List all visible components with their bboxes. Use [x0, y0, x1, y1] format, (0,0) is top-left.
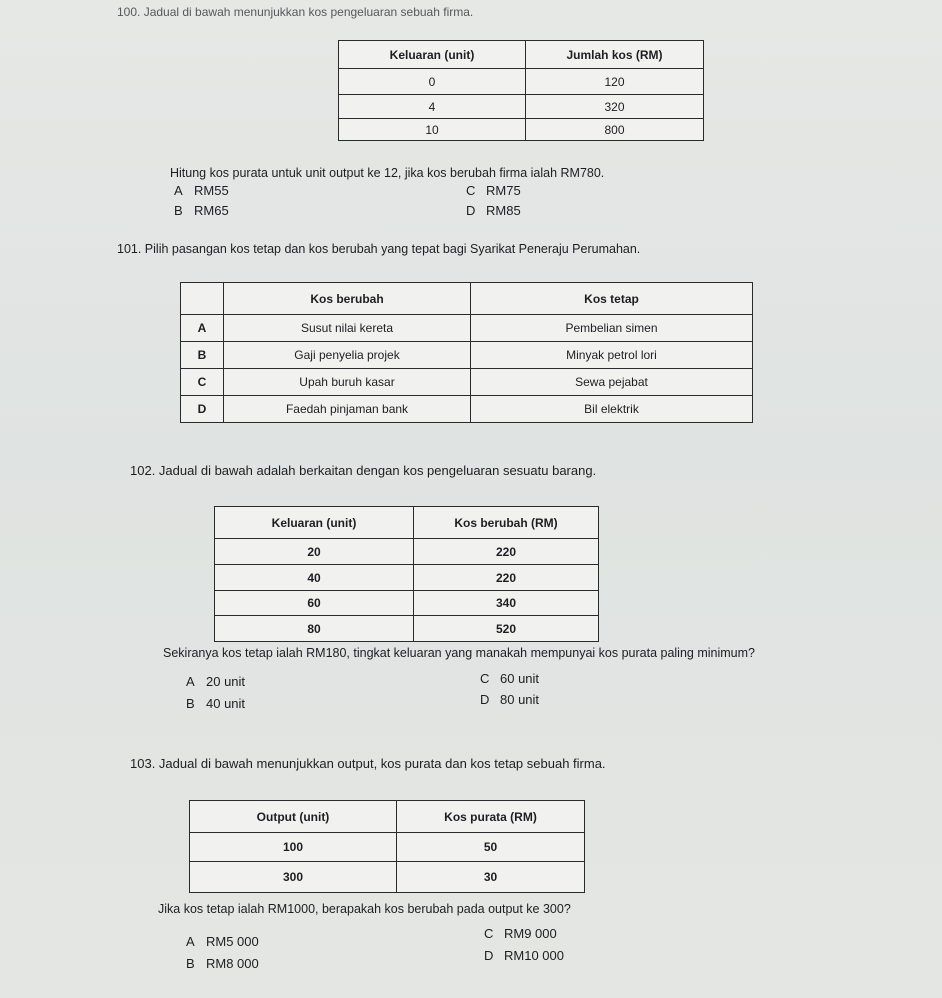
table-row — [190, 833, 585, 862]
q103-option-c[interactable] — [484, 926, 557, 941]
q100-header-cost: Jumlah kos (RM) — [526, 41, 704, 69]
q100-option-d[interactable] — [466, 203, 521, 218]
option-letter: D — [466, 203, 476, 218]
q101-cell: Bil elektrik — [471, 396, 753, 423]
q102-cell: 20 — [215, 539, 414, 565]
table-row — [339, 95, 704, 119]
option-letter: A — [174, 183, 183, 198]
q101-table — [180, 282, 753, 423]
option-text: 60 unit — [500, 671, 540, 686]
option-text: RM85 — [486, 203, 521, 218]
q101-prompt: 101. Pilih pasangan kos tetap dan kos berubah yang tepat bagi Syarikat Peneraju Perumahan. — [117, 242, 641, 256]
q100-cell: 320 — [526, 95, 704, 119]
q101-cell: Sewa pejabat — [471, 369, 753, 396]
q103-table — [189, 800, 585, 893]
table-row — [181, 369, 753, 396]
option-text: RM5 000 — [206, 934, 259, 949]
q102-option-d[interactable] — [480, 692, 539, 707]
option-letter: A — [186, 934, 195, 949]
table-row — [215, 616, 599, 642]
option-letter: D — [480, 692, 490, 707]
q103-question: Jika kos tetap ialah RM1000, berapakah kos berubah pada output ke 300? — [158, 902, 571, 916]
q101-cell: Pembelian simen — [471, 315, 753, 342]
table-row — [181, 396, 753, 423]
q101-cell: Faedah pinjaman bank — [224, 396, 471, 423]
q103-header-output: Output (unit) — [190, 801, 397, 833]
option-text: 20 unit — [206, 674, 246, 689]
table-row — [215, 539, 599, 565]
q102-cell: 220 — [414, 539, 599, 565]
option-text: RM8 000 — [206, 956, 259, 971]
table-row — [181, 315, 753, 342]
q103-cell: 300 — [190, 862, 397, 893]
q100-cell: 0 — [339, 69, 526, 95]
q101-row-letter: C — [181, 369, 224, 396]
q102-option-b[interactable] — [186, 696, 245, 711]
option-letter: B — [186, 956, 195, 971]
q101-header-fixed: Kos tetap — [471, 283, 753, 315]
q100-question: Hitung kos purata untuk unit output ke 12, jika kos berubah firma ialah RM780. — [170, 166, 605, 180]
q102-option-a[interactable] — [186, 674, 245, 689]
option-letter: B — [174, 203, 183, 218]
q103-option-b[interactable] — [186, 956, 259, 971]
q102-cell: 340 — [414, 591, 599, 616]
q101-row-letter: D — [181, 396, 224, 423]
q100-cell: 120 — [526, 69, 704, 95]
q102-cell: 220 — [414, 565, 599, 591]
table-row — [181, 342, 753, 369]
option-text: 80 unit — [500, 692, 540, 707]
option-letter: C — [480, 671, 490, 686]
q103-cell: 30 — [397, 862, 585, 893]
q100-option-b[interactable] — [174, 203, 229, 218]
table-row — [215, 565, 599, 591]
q100-prompt: 100. Jadual di bawah menunjukkan kos pengeluaran sebuah firma. — [117, 5, 474, 19]
q102-cell: 60 — [215, 591, 414, 616]
q102-cell: 40 — [215, 565, 414, 591]
q102-option-c[interactable] — [480, 671, 539, 686]
q101-cell: Minyak petrol lori — [471, 342, 753, 369]
q100-header-output: Keluaran (unit) — [339, 41, 526, 69]
q102-header-variable-cost: Kos berubah (RM) — [414, 507, 599, 539]
q102-header-output: Keluaran (unit) — [215, 507, 414, 539]
option-letter: A — [186, 674, 195, 689]
table-row — [339, 119, 704, 141]
q103-option-a[interactable] — [186, 934, 259, 949]
table-row — [339, 69, 704, 95]
q102-cell: 520 — [414, 616, 599, 642]
q102-prompt: 102. Jadual di bawah adalah berkaitan dengan kos pengeluaran sesuatu barang. — [130, 463, 597, 478]
q102-table — [214, 506, 599, 642]
q101-row-letter: A — [181, 315, 224, 342]
q101-cell: Gaji penyelia projek — [224, 342, 471, 369]
q100-table — [338, 40, 704, 141]
q101-cell: Upah buruh kasar — [224, 369, 471, 396]
q103-prompt: 103. Jadual di bawah menunjukkan output, kos purata dan kos tetap sebuah firma. — [130, 756, 606, 771]
option-text: RM9 000 — [504, 926, 557, 941]
q100-cell: 10 — [339, 119, 526, 141]
q103-header-average-cost: Kos purata (RM) — [397, 801, 585, 833]
option-text: RM75 — [486, 183, 521, 198]
q101-row-letter: B — [181, 342, 224, 369]
q102-cell: 80 — [215, 616, 414, 642]
option-letter: D — [484, 948, 494, 963]
q100-cell: 4 — [339, 95, 526, 119]
q100-cell: 800 — [526, 119, 704, 141]
q100-option-c[interactable] — [466, 183, 521, 198]
q103-cell: 100 — [190, 833, 397, 862]
table-row — [190, 862, 585, 893]
option-text: RM10 000 — [504, 948, 564, 963]
q101-header-blank — [181, 283, 224, 315]
q101-cell: Susut nilai kereta — [224, 315, 471, 342]
option-letter: C — [484, 926, 494, 941]
option-letter: B — [186, 696, 195, 711]
table-row — [215, 591, 599, 616]
option-text: RM65 — [194, 203, 229, 218]
q100-option-a[interactable] — [174, 183, 229, 198]
option-letter: C — [466, 183, 476, 198]
option-text: RM55 — [194, 183, 229, 198]
q102-question: Sekiranya kos tetap ialah RM180, tingkat keluaran yang manakah mempunyai kos purata paling minimum? — [163, 646, 755, 660]
option-text: 40 unit — [206, 696, 246, 711]
q103-option-d[interactable] — [484, 948, 564, 963]
q101-header-variable: Kos berubah — [224, 283, 471, 315]
q103-cell: 50 — [397, 833, 585, 862]
